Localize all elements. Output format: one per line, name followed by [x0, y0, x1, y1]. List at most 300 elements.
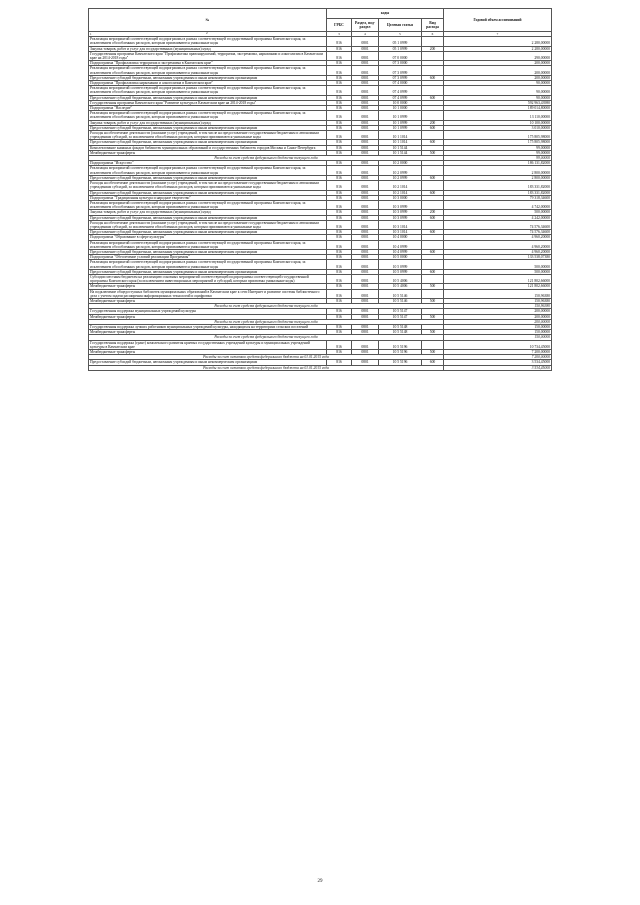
- cell-name: Подпрограмма "Обеспечение условий реализации Программы": [89, 255, 327, 260]
- cell-grbs: 816: [327, 131, 352, 140]
- cell-expense-type: [422, 181, 444, 190]
- cell-expense-type: 200: [422, 120, 444, 125]
- cell-grbs: 816: [327, 95, 352, 100]
- cell-expense-type: 600: [422, 175, 444, 180]
- cell-name: Подпрограмма "Профилактика терроризма и экстремизма в Камчатском крае": [89, 61, 327, 66]
- cell-razdel: 0801: [352, 140, 379, 145]
- cell-target-article: 10 2 0000: [379, 161, 422, 166]
- cell-target-article: 05 1 0999: [379, 37, 422, 46]
- cell-razdel: 0801: [352, 61, 379, 66]
- cell-grbs: 816: [327, 100, 352, 105]
- cell-razdel: 0801: [352, 95, 379, 100]
- table-row: [89, 86, 552, 95]
- cell-expense-type: [422, 260, 444, 269]
- cell-name: Предоставление субсидий бюджетным, автономным учреждениям и иным некоммерческим организациям: [89, 190, 327, 195]
- table-row: [89, 340, 552, 349]
- cell-amount: 121 802,66000: [444, 284, 552, 289]
- cell-grbs: 816: [327, 235, 352, 240]
- colnum: 6: [422, 32, 444, 37]
- cell-grbs: 816: [327, 360, 352, 365]
- cell-name: Закупка товаров, работ и услуг для государственных (муниципальных) нужд: [89, 46, 327, 51]
- cell-grbs: 816: [327, 249, 352, 254]
- cell-amount: 90,00000: [444, 95, 552, 100]
- cell-razdel: 0801: [352, 235, 379, 240]
- cell-grbs: 816: [327, 46, 352, 51]
- cell-target-article: 10 3 0000: [379, 195, 422, 200]
- cell-name: Реализация мероприятий соответствующей подпрограммы в рамках соответствующей государственной программы Камчатского края, за исключением обособленных расходов, которым присваиваются уникальные коды: [89, 260, 327, 269]
- cell-razdel: 0801: [352, 120, 379, 125]
- cell-name: Межбюджетные трансферты: [89, 314, 327, 319]
- table-row: [89, 240, 552, 249]
- cell-expense-type: [422, 289, 444, 298]
- cell-expense-type: 500: [422, 330, 444, 335]
- cell-name: Расходы на обеспечение деятельности (оказание услуг) учреждений, в том числе на предоставление государственным бюджетным и автономным учреждениям субсидий, за исключением обособленных расходов, которым присваиваются уникальные коды: [89, 220, 327, 229]
- cell-expense-type: 200: [422, 46, 444, 51]
- note-amount: 150,96380: [444, 304, 552, 309]
- cell-name: Предоставление субсидий бюджетным, автономным учреждениям и иным некоммерческим организациям: [89, 230, 327, 235]
- cell-target-article: 10 5 5146: [379, 298, 422, 303]
- header-codes: коды: [327, 9, 444, 19]
- cell-name: Предоставление субсидий бюджетным, автономным учреждениям и иным некоммерческим организациям: [89, 215, 327, 220]
- cell-target-article: 07 4 0000: [379, 81, 422, 86]
- cell-expense-type: 500: [422, 284, 444, 289]
- budget-table: [88, 8, 552, 371]
- cell-name: Реализация мероприятий соответствующей подпрограммы в рамках соответствующей государственной программы Камчатского края, за исключением обособленных расходов, которым присваиваются уникальные коды: [89, 66, 327, 75]
- cell-razdel: 0801: [352, 161, 379, 166]
- cell-target-article: 10 1 0999: [379, 111, 422, 120]
- cell-grbs: 816: [327, 220, 352, 229]
- cell-razdel: 0801: [352, 145, 379, 150]
- cell-amount: 500,00000: [444, 269, 552, 274]
- cell-name: Подпрограмма "Профилактика наркомании и алкоголизма в Камчатском крае": [89, 81, 327, 86]
- cell-amount: 7 200,00000: [444, 350, 552, 355]
- cell-razdel: 0801: [352, 166, 379, 175]
- cell-grbs: 816: [327, 284, 352, 289]
- cell-expense-type: 500: [422, 150, 444, 155]
- cell-target-article: 10 1 5144: [379, 145, 422, 150]
- table-row: [89, 200, 552, 209]
- header-grbs: ГРБС: [327, 19, 352, 32]
- cell-expense-type: 600: [422, 215, 444, 220]
- cell-target-article: 10 5 4006: [379, 284, 422, 289]
- cell-name: Предоставление субсидий бюджетным, автономным учреждениям и иным некоммерческим организациям: [89, 175, 327, 180]
- cell-target-article: 10 2 0999: [379, 175, 422, 180]
- cell-grbs: 816: [327, 140, 352, 145]
- table-row: [89, 274, 552, 283]
- cell-amount: 90,00000: [444, 86, 552, 95]
- cell-name: Подпрограмма "Искусство": [89, 161, 327, 166]
- cell-grbs: 816: [327, 106, 352, 111]
- cell-target-article: 10 2 1014: [379, 181, 422, 190]
- cell-razdel: 0801: [352, 37, 379, 46]
- cell-razdel: 0801: [352, 131, 379, 140]
- cell-razdel: 0801: [352, 66, 379, 75]
- cell-amount: 74 576,34600: [444, 220, 552, 229]
- cell-name: Государственная поддержка муниципальных учреждений культуры: [89, 309, 327, 314]
- cell-amount: 13 110,00000: [444, 111, 552, 120]
- cell-razdel: 0801: [352, 181, 379, 190]
- cell-target-article: 10 1 1014: [379, 131, 422, 140]
- cell-grbs: 816: [327, 125, 352, 130]
- cell-target-article: 07 4 0999: [379, 95, 422, 100]
- cell-target-article: 07 3 0999: [379, 75, 422, 80]
- cell-target-article: 10 5 0999: [379, 260, 422, 269]
- cell-name: Расходы на обеспечение деятельности (оказание услуг) учреждений, в том числе на предоставление государственным бюджетным и автономным учреждениям субсидий, за исключением обособленных расходов, которым присваиваются уникальные коды: [89, 131, 327, 140]
- cell-expense-type: 600: [422, 125, 444, 130]
- cell-amount: 200,00000: [444, 61, 552, 66]
- table-row: [89, 260, 552, 269]
- cell-name: Реализация мероприятий соответствующей подпрограммы в рамках соответствующей государственной программы Камчатского края, за исключением обособленных расходов, которым присваиваются уникальные коды: [89, 166, 327, 175]
- cell-amount: 200,00000: [444, 309, 552, 314]
- table-note-row: [89, 365, 552, 370]
- cell-razdel: 0801: [352, 125, 379, 130]
- cell-amount: 99,00000: [444, 150, 552, 155]
- cell-target-article: 10 5 5196: [379, 350, 422, 355]
- cell-razdel: 0801: [352, 249, 379, 254]
- cell-name: Предоставление субсидий бюджетным, автономным учреждениям и иным некоммерческим организациям: [89, 125, 327, 130]
- cell-name: Подпрограмма "Наследие": [89, 106, 327, 111]
- cell-name: Государственная программа Камчатского края "Профилактика правонарушений, терроризма, экстремизма, наркомании и алкоголизма в Камчатском крае на 2014-2018 годы": [89, 51, 327, 60]
- cell-expense-type: [422, 86, 444, 95]
- colnum-2-label: 2: [206, 31, 208, 35]
- cell-name: Государственная поддержка лучших работников муниципальных учреждений культуры, находящихся на территориях сельских поселений: [89, 324, 327, 329]
- cell-target-article: 10 2 1014: [379, 190, 422, 195]
- cell-razdel: 0801: [352, 190, 379, 195]
- cell-name: Межбюджетные трансферты: [89, 350, 327, 355]
- table-row: [89, 37, 552, 46]
- header-target-article: Целевая статья: [379, 19, 422, 32]
- cell-name: Реализация мероприятий соответствующей подпрограммы в рамках соответствующей государственной программы Камчатского края, за исключением обособленных расходов, которым присваиваются уникальные коды: [89, 37, 327, 46]
- cell-expense-type: 600: [422, 249, 444, 254]
- table-row: [89, 220, 552, 229]
- cell-grbs: 816: [327, 81, 352, 86]
- cell-expense-type: 600: [422, 140, 444, 145]
- cell-amount: 10 734,45000: [444, 340, 552, 349]
- cell-razdel: 0801: [352, 111, 379, 120]
- cell-amount: 2 800,00000: [444, 166, 552, 175]
- cell-grbs: 816: [327, 37, 352, 46]
- cell-grbs: 816: [327, 200, 352, 209]
- cell-expense-type: 600: [422, 190, 444, 195]
- cell-grbs: 816: [327, 150, 352, 155]
- cell-razdel: 0801: [352, 86, 379, 95]
- cell-target-article: 07 3 0999: [379, 66, 422, 75]
- cell-name: Государственная программа Камчатского края "Развитие культуры в Камчатском крае на 2014-2018 годы": [89, 100, 327, 105]
- cell-razdel: 0801: [352, 255, 379, 260]
- cell-razdel: 0801: [352, 200, 379, 209]
- cell-grbs: 816: [327, 111, 352, 120]
- cell-grbs: 816: [327, 289, 352, 298]
- cell-razdel: 0801: [352, 81, 379, 86]
- cell-grbs: 816: [327, 161, 352, 166]
- cell-amount: 500,00000: [444, 210, 552, 215]
- cell-name: Межбюджетные трансферты: [89, 150, 327, 155]
- cell-name: Предоставление субсидий бюджетным, автономным учреждениям и иным некоммерческим организациям: [89, 75, 327, 80]
- cell-grbs: 816: [327, 51, 352, 60]
- cell-razdel: 0801: [352, 100, 379, 105]
- cell-name: Предоставление субсидий бюджетным, автономным учреждениям и иным некоммерческим организациям: [89, 140, 327, 145]
- cell-grbs: 816: [327, 350, 352, 355]
- cell-expense-type: [422, 340, 444, 349]
- cell-grbs: 816: [327, 269, 352, 274]
- cell-amount: 79 318,34600: [444, 195, 552, 200]
- cell-target-article: 10 5 5147: [379, 309, 422, 314]
- cell-target-article: 10 5 5146: [379, 289, 422, 298]
- cell-razdel: 0801: [352, 150, 379, 155]
- cell-amount: 4 960,20000: [444, 240, 552, 249]
- note-amount: 200,00000: [444, 319, 552, 324]
- cell-expense-type: [422, 66, 444, 75]
- cell-grbs: 816: [327, 190, 352, 195]
- cell-grbs: 816: [327, 309, 352, 314]
- cell-razdel: 0801: [352, 350, 379, 355]
- cell-name: Подпрограмма "Образование в сфере культуры": [89, 235, 327, 240]
- header-razdel: Раздел, под-раздел: [352, 19, 379, 32]
- cell-target-article: 10 5 5196: [379, 360, 422, 365]
- cell-amount: 121 802,66000: [444, 274, 552, 283]
- cell-expense-type: 500: [422, 314, 444, 319]
- header-expense-type: Вид расхода: [422, 19, 444, 32]
- cell-expense-type: 600: [422, 230, 444, 235]
- cell-grbs: 816: [327, 330, 352, 335]
- cell-target-article: 10 3 0999: [379, 215, 422, 220]
- cell-amount: 3 534,45000: [444, 360, 552, 365]
- cell-amount: 150,96380: [444, 289, 552, 298]
- cell-razdel: 0801: [352, 274, 379, 283]
- cell-name: Реализация мероприятий соответствующей подпрограммы в рамках соответствующей государственной программы Камчатского края, за исключением обособленных расходов, которым присваиваются уникальные коды: [89, 200, 327, 209]
- cell-amount: 200,00000: [444, 66, 552, 75]
- colnum: 3: [327, 32, 352, 37]
- cell-razdel: 0801: [352, 340, 379, 349]
- cell-target-article: 10 1 5144: [379, 150, 422, 155]
- cell-expense-type: 600: [422, 269, 444, 274]
- note-amount: 99,00000: [444, 156, 552, 161]
- cell-expense-type: [422, 220, 444, 229]
- cell-expense-type: 600: [422, 95, 444, 100]
- colnum: 4: [352, 32, 379, 37]
- cell-razdel: 0801: [352, 360, 379, 365]
- cell-grbs: 816: [327, 181, 352, 190]
- cell-target-article: 10 5 5196: [379, 340, 422, 349]
- note-text: Расходы за счет средств федерального бюджета текущего года: [89, 304, 444, 309]
- cell-name: Предоставление субсидий бюджетным, автономным учреждениям и иным некоммерческим организациям: [89, 249, 327, 254]
- cell-razdel: 0801: [352, 215, 379, 220]
- cell-grbs: 816: [327, 66, 352, 75]
- cell-amount: 133 538,07380: [444, 255, 552, 260]
- cell-amount: 592 963,43980: [444, 100, 552, 105]
- cell-name: Межбюджетные трансферты: [89, 284, 327, 289]
- cell-grbs: 816: [327, 274, 352, 283]
- cell-name: Закупка товаров, работ и услуг для государственных (муниципальных) нужд: [89, 120, 327, 125]
- cell-razdel: 0801: [352, 75, 379, 80]
- header-num: №: [89, 9, 327, 32]
- cell-razdel: 0801: [352, 175, 379, 180]
- cell-target-article: 10 5 5148: [379, 330, 422, 335]
- cell-amount: 200,00000: [444, 314, 552, 319]
- cell-grbs: 816: [327, 298, 352, 303]
- cell-target-article: 10 0 0000: [379, 100, 422, 105]
- cell-name: Межбюджетные трансферты: [89, 330, 327, 335]
- table-row: [89, 131, 552, 140]
- cell-target-article: 07 4 0999: [379, 86, 422, 95]
- cell-razdel: 0801: [352, 51, 379, 60]
- cell-razdel: 0801: [352, 324, 379, 329]
- cell-razdel: 0801: [352, 240, 379, 249]
- cell-grbs: 816: [327, 240, 352, 249]
- cell-razdel: 0801: [352, 284, 379, 289]
- cell-razdel: 0801: [352, 195, 379, 200]
- cell-razdel: 0801: [352, 210, 379, 215]
- cell-target-article: 10 1 0000: [379, 106, 422, 111]
- cell-grbs: 816: [327, 75, 352, 80]
- cell-name: На подключение общедоступных библиотек муниципальных образований в Камчатском крае к сети Интернет и развитие системы библиотечного дела с учетом задачи расширения информационных технологий и оцифровки: [89, 289, 327, 298]
- cell-amount: 500,00000: [444, 260, 552, 269]
- cell-target-article: 10 3 0999: [379, 200, 422, 209]
- cell-expense-type: [422, 274, 444, 283]
- cell-amount: 4 960,20000: [444, 235, 552, 240]
- cell-name: Предоставление субсидий бюджетным, автономным учреждениям и иным некоммерческим организациям: [89, 95, 327, 100]
- cell-expense-type: 500: [422, 298, 444, 303]
- cell-name: Реализация мероприятий соответствующей подпрограммы в рамках соответствующей государственной программы Камчатского края, за исключением обособленных расходов, которым присваиваются уникальные коды: [89, 111, 327, 120]
- cell-grbs: 816: [327, 215, 352, 220]
- cell-amount: 2 280,00000: [444, 37, 552, 46]
- cell-grbs: 816: [327, 175, 352, 180]
- cell-expense-type: [422, 131, 444, 140]
- cell-expense-type: 600: [422, 75, 444, 80]
- cell-target-article: 10 3 0999: [379, 210, 422, 215]
- cell-name: Закупка товаров, работ и услуг для государственных (муниципальных) нужд: [89, 210, 327, 215]
- note-amount: 3 534,45000: [444, 365, 552, 370]
- cell-grbs: 816: [327, 340, 352, 349]
- cell-target-article: 05 1 0999: [379, 46, 422, 51]
- cell-razdel: 0801: [352, 269, 379, 274]
- cell-target-article: 10 3 1014: [379, 230, 422, 235]
- cell-name: Комплектование книжных фондов библиотек муниципальных образований и государственных библиотек городов Москвы и Санкт-Петербурга: [89, 145, 327, 150]
- cell-target-article: 10 1 0999: [379, 125, 422, 130]
- cell-target-article: 10 5 0999: [379, 269, 422, 274]
- cell-expense-type: [422, 111, 444, 120]
- table-row: [89, 66, 552, 75]
- cell-expense-type: 500: [422, 350, 444, 355]
- cell-target-article: 10 1 1014: [379, 140, 422, 145]
- cell-amount: 4 242,00000: [444, 215, 552, 220]
- cell-name: Реализация мероприятий соответствующей подпрограммы в рамках соответствующей государственной программы Камчатского края, за исключением обособленных расходов, которым присваиваются уникальные коды: [89, 240, 327, 249]
- note-text: Расходы за счет средств федерального бюджета текущего года: [89, 319, 444, 324]
- cell-grbs: 816: [327, 61, 352, 66]
- cell-grbs: 816: [327, 86, 352, 95]
- cell-amount: 150,96380: [444, 298, 552, 303]
- cell-target-article: 10 4 0000: [379, 235, 422, 240]
- cell-expense-type: [422, 51, 444, 60]
- table-row: [89, 289, 552, 298]
- cell-amount: 150,00000: [444, 330, 552, 335]
- cell-name: Межбюджетные трансферты: [89, 298, 327, 303]
- cell-razdel: 0801: [352, 298, 379, 303]
- cell-expense-type: 200: [422, 210, 444, 215]
- cell-grbs: 816: [327, 210, 352, 215]
- cell-amount: 99,00000: [444, 145, 552, 150]
- cell-expense-type: [422, 166, 444, 175]
- table-row: [89, 111, 552, 120]
- cell-amount: 189 014,80000: [444, 106, 552, 111]
- note-text: Расходы за счет средств федерального бюджета текущего года: [89, 335, 444, 340]
- cell-name: Предоставление субсидий бюджетным, автономным учреждениям и иным некоммерческим организациям: [89, 360, 327, 365]
- cell-target-article: 10 3 1014: [379, 220, 422, 229]
- cell-razdel: 0801: [352, 220, 379, 229]
- header-annual-volume: Годовой объем ассигнований: [444, 9, 552, 32]
- cell-razdel: 0801: [352, 289, 379, 298]
- cell-target-article: 10 5 5147: [379, 314, 422, 319]
- colnum: 5: [379, 32, 422, 37]
- cell-razdel: 0801: [352, 106, 379, 111]
- cell-target-article: 10 4 0999: [379, 240, 422, 249]
- cell-amount: 175 805,98000: [444, 140, 552, 145]
- cell-amount: 4 960,20000: [444, 249, 552, 254]
- cell-name: Государственная поддержка (грант) комплексного развития краевых государственных учреждений культуры и муниципальных учреждений культуры в Камчатском крае: [89, 340, 327, 349]
- cell-expense-type: [422, 240, 444, 249]
- cell-name: Расходы на обеспечение деятельности (оказание услуг) учреждений, в том числе на предоставление государственным бюджетным и автономным учреждениям субсидий, за исключением обособленных расходов, которым присваиваются уникальные коды: [89, 181, 327, 190]
- cell-grbs: 816: [327, 230, 352, 235]
- cell-amount: 3 010,00000: [444, 125, 552, 130]
- cell-name: Подпрограмма "Традиционная культура и народное творчество": [89, 195, 327, 200]
- cell-amount: 290,00000: [444, 51, 552, 60]
- cell-grbs: 816: [327, 260, 352, 269]
- cell-target-article: 07 3 0000: [379, 61, 422, 66]
- cell-razdel: 0801: [352, 330, 379, 335]
- cell-expense-type: [422, 37, 444, 46]
- cell-grbs: 816: [327, 324, 352, 329]
- cell-grbs: 816: [327, 314, 352, 319]
- table-row: [89, 181, 552, 190]
- note-amount: 7 200,00000: [444, 355, 552, 360]
- cell-razdel: 0801: [352, 314, 379, 319]
- note-text: Расходы за счет остатков средств федерального бюджета на 01.01.2015 года: [89, 365, 444, 370]
- note-text: Расходы за счет средств федерального бюджета текущего года: [89, 156, 444, 161]
- cell-target-article: 10 4 0999: [379, 249, 422, 254]
- cell-razdel: 0801: [352, 46, 379, 51]
- cell-name: Реализация мероприятий соответствующей подпрограммы в рамках соответствующей государственной программы Камчатского края, за исключением обособленных расходов, которым присваиваются уникальные коды: [89, 86, 327, 95]
- table-row: [89, 166, 552, 175]
- cell-grbs: 816: [327, 120, 352, 125]
- cell-expense-type: [422, 200, 444, 209]
- cell-grbs: 816: [327, 166, 352, 175]
- cell-target-article: 10 2 0999: [379, 166, 422, 175]
- cell-amount: 186 131,82000: [444, 161, 552, 166]
- cell-target-article: 10 5 5148: [379, 324, 422, 329]
- note-text: Расходы за счет остатков средств федерального бюджета на 01.01.2015 года: [89, 355, 444, 360]
- cell-amount: 10 100,00000: [444, 120, 552, 125]
- cell-amount: 183 331,82000: [444, 181, 552, 190]
- cell-amount: 183 331,82000: [444, 190, 552, 195]
- cell-amount: 74 576,34600: [444, 230, 552, 235]
- cell-razdel: 0801: [352, 309, 379, 314]
- cell-name: Предоставление субсидий бюджетным, автономным учреждениям и иным некоммерческим организациям: [89, 269, 327, 274]
- cell-amount: 2 800,00000: [444, 175, 552, 180]
- colnum: 7: [444, 32, 552, 37]
- cell-grbs: 816: [327, 195, 352, 200]
- cell-expense-type: 600: [422, 360, 444, 365]
- cell-razdel: 0801: [352, 230, 379, 235]
- cell-amount: 200,00000: [444, 75, 552, 80]
- cell-target-article: 10 5 0000: [379, 255, 422, 260]
- cell-razdel: 0801: [352, 260, 379, 269]
- cell-target-article: 10 1 0999: [379, 120, 422, 125]
- budget-document-page: [88, 8, 551, 371]
- cell-amount: 150,00000: [444, 324, 552, 329]
- cell-grbs: 816: [327, 255, 352, 260]
- note-amount: 150,00000: [444, 335, 552, 340]
- cell-name: Субсидии местным бюджетам на реализацию основных мероприятий соответствующей подпрограммы соответствующей государственной программы Камчатского края (за исключением инвестиционных мероприятий и субсидий, которым присвоены уникальные коды): [89, 274, 327, 283]
